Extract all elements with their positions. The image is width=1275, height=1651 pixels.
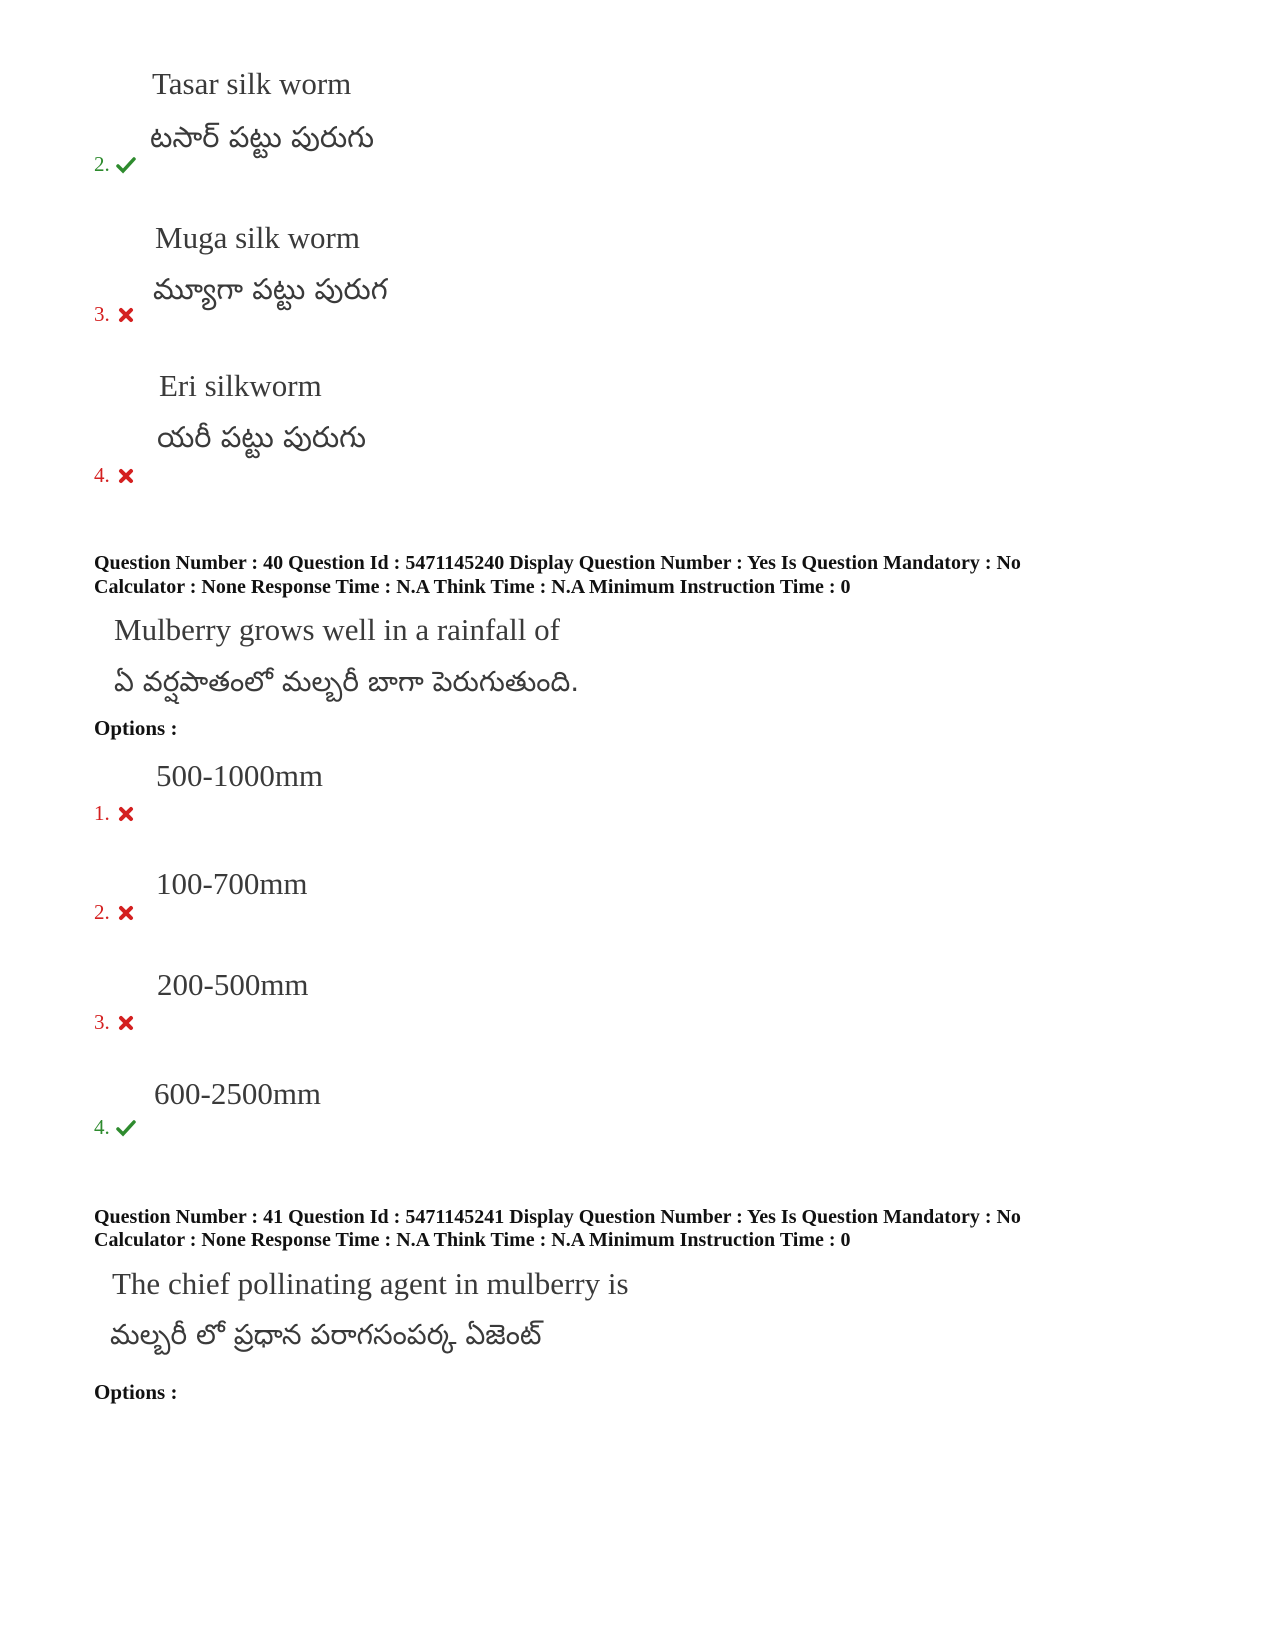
options-label: Options : bbox=[94, 716, 178, 740]
option-number-label: 1. bbox=[94, 801, 110, 825]
option-text-te: టసార్ పట్టు పురుగు bbox=[150, 120, 375, 154]
option-text: 200-500mm bbox=[157, 967, 309, 1002]
option-number bbox=[94, 1010, 136, 1035]
option-text: 500-1000mm bbox=[156, 758, 324, 793]
cross-icon bbox=[116, 804, 136, 824]
options-label: Options : bbox=[94, 1380, 178, 1404]
option-text: 600-2500mm bbox=[154, 1076, 322, 1111]
option-number-label: 3. bbox=[94, 1010, 110, 1034]
question-meta-line1: Question Number : 41 Question Id : 5471145241 Display Question Number : Yes Is Question Mandatory : No bbox=[94, 1206, 1021, 1228]
option-number-label: 2. bbox=[94, 152, 110, 176]
option-text: 100-700mm bbox=[156, 866, 308, 901]
option-text-te: యరీ పట్టు పురుగు bbox=[157, 420, 367, 454]
option-number bbox=[94, 801, 136, 826]
cross-icon bbox=[116, 1013, 136, 1033]
option-number-label: 4. bbox=[94, 463, 110, 487]
question-meta-line2: Calculator : None Response Time : N.A Think Time : N.A Minimum Instruction Time : 0 bbox=[94, 576, 851, 598]
option-text-en: Tasar silk worm bbox=[152, 66, 352, 101]
option-number bbox=[94, 152, 136, 177]
question-meta-line1: Question Number : 40 Question Id : 5471145240 Display Question Number : Yes Is Question Mandatory : No bbox=[94, 552, 1021, 574]
question-text-en: The chief pollinating agent in mulberry is bbox=[112, 1266, 629, 1301]
cross-icon bbox=[116, 466, 136, 486]
check-icon bbox=[116, 1118, 136, 1138]
option-text-te: మ్యూగా పట్టు పురుగ bbox=[153, 272, 388, 306]
option-number bbox=[94, 302, 136, 327]
option-number bbox=[94, 1115, 136, 1140]
option-number-label: 2. bbox=[94, 900, 110, 924]
option-number bbox=[94, 900, 136, 925]
question-text-te: మల్బరీ లో ప్రధాన పరాగసంపర్క ఏజెంట్ bbox=[110, 1318, 542, 1351]
question-meta-line2: Calculator : None Response Time : N.A Think Time : N.A Minimum Instruction Time : 0 bbox=[94, 1229, 851, 1251]
option-text-en: Muga silk worm bbox=[155, 220, 360, 255]
option-number bbox=[94, 463, 136, 488]
cross-icon bbox=[116, 305, 136, 325]
cross-icon bbox=[116, 903, 136, 923]
option-text-en: Eri silkworm bbox=[159, 368, 322, 403]
question-text-en: Mulberry grows well in a rainfall of bbox=[114, 612, 560, 647]
option-number-label: 3. bbox=[94, 302, 110, 326]
option-number-label: 4. bbox=[94, 1115, 110, 1139]
question-text-te: ఏ వర్షపాతంలో మల్బరీ బాగా పెరుగుతుంది. bbox=[114, 665, 580, 698]
check-icon bbox=[116, 155, 136, 175]
